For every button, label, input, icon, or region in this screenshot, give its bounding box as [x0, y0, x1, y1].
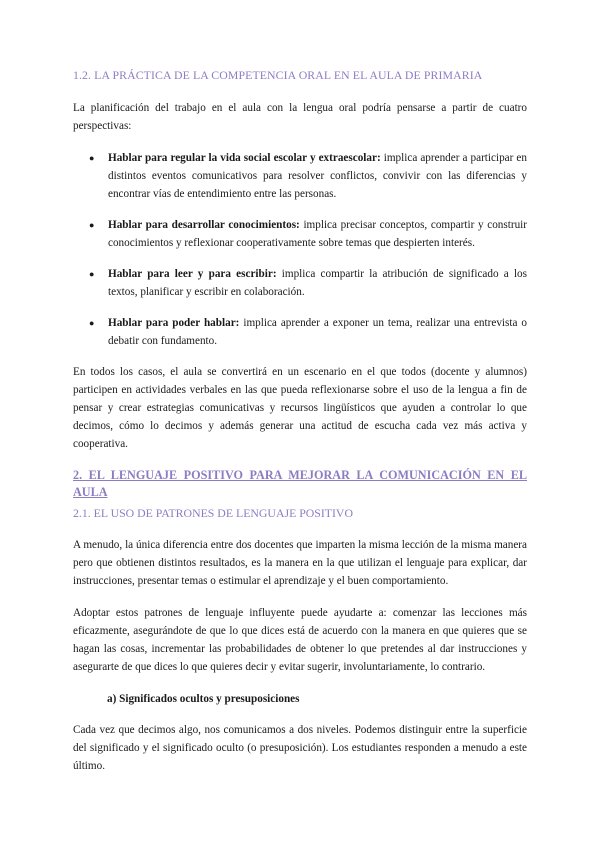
list-item	[73, 216, 527, 252]
list-item	[73, 314, 527, 350]
paragraph-meanings: Cada vez que decimos algo, nos comunicamos a dos niveles. Podemos distinguir entre la superficie del significado y el significado oculto (o presuposición). Los estudiantes responden a menudo a este último.	[73, 724, 527, 772]
list-item-term: Hablar para poder hablar:	[108, 317, 240, 329]
perspectives-list	[73, 149, 527, 350]
list-item-text: implica aprender a exponer un tema, realizar una entrevista o debatir con fundamento.	[108, 317, 527, 347]
section-heading-2-line1: 2. EL LENGUAJE POSITIVO PARA MEJORAR LA COMUNICACIÓN EN EL	[73, 468, 527, 482]
list-item-term: Hablar para desarrollar conocimientos:	[108, 219, 300, 231]
paragraph-teachers: A menudo, la única diferencia entre dos docentes que imparten la misma lección de la misma manera pero que obtienen distintos resultados, es la manera en la que utilizan el lenguaje para explicar, dar instrucciones, presentar temas o estimular el aprendizaje y el buen comportamiento.	[73, 539, 527, 587]
section-heading-2-1: 2.1. EL USO DE PATRONES DE LENGUAJE POSITIVO	[73, 506, 353, 520]
subsection-heading-a: a) Significados ocultos y presuposiciones	[107, 693, 300, 705]
list-item-text: implica compartir la atribución de significado a los textos, planificar y escribir en colaboración.	[108, 268, 527, 298]
bullet-icon: ●	[89, 318, 95, 328]
bullet-icon: ●	[89, 153, 95, 163]
paragraph-patterns: Adoptar estos patrones de lenguaje influyente puede ayudarte a: comenzar las lecciones más eficazmente, asegurándote de que lo que dices está de acuerdo con la manera en que quieres que se hagan las cosas, incrementar las probabilidades de obtener lo que pretendes al dar instrucciones y asegurarte de que dices lo que quieres decir y evitar sugerir, involuntariamente, lo contrario.	[73, 607, 527, 673]
list-item	[73, 265, 527, 301]
bullet-icon: ●	[89, 220, 95, 230]
page-content	[73, 66, 527, 789]
section-heading-1-2: 1.2. LA PRÁCTICA DE LA COMPETENCIA ORAL EN EL AULA DE PRIMARIA	[73, 68, 483, 82]
list-item	[73, 149, 527, 203]
section-heading-2	[73, 467, 527, 501]
list-item-term: Hablar para regular la vida social escolar y extraescolar:	[108, 152, 381, 164]
closing-paragraph: En todos los casos, el aula se convertirá en un escenario en el que todos (docente y alumnos) participen en actividades verbales en las que pueda reflexionarse sobre el uso de la lengua a fin de pensar y crear estrategias comunicativas y recursos lingüísticos que ayuden a controlar lo que decimos, cómo lo decimos y además generar una actitud de escucha cada vez más activa y cooperativa.	[73, 366, 527, 450]
intro-paragraph: La planificación del trabajo en el aula con la lengua oral podría pensarse a partir de cuatro perspectivas:	[73, 102, 527, 132]
section-heading-2-line2: AULA	[73, 485, 108, 499]
bullet-icon: ●	[89, 269, 95, 279]
list-item-text: implica precisar conceptos, compartir y construir conocimientos y reflexionar cooperativamente sobre temas que despierten interés.	[108, 219, 527, 249]
list-item-text: implica aprender a participar en distintos eventos comunicativos para resolver conflictos, convivir con las diferencias y encontrar vías de entendimiento entre las personas.	[108, 152, 527, 200]
list-item-term: Hablar para leer y para escribir:	[108, 268, 277, 280]
